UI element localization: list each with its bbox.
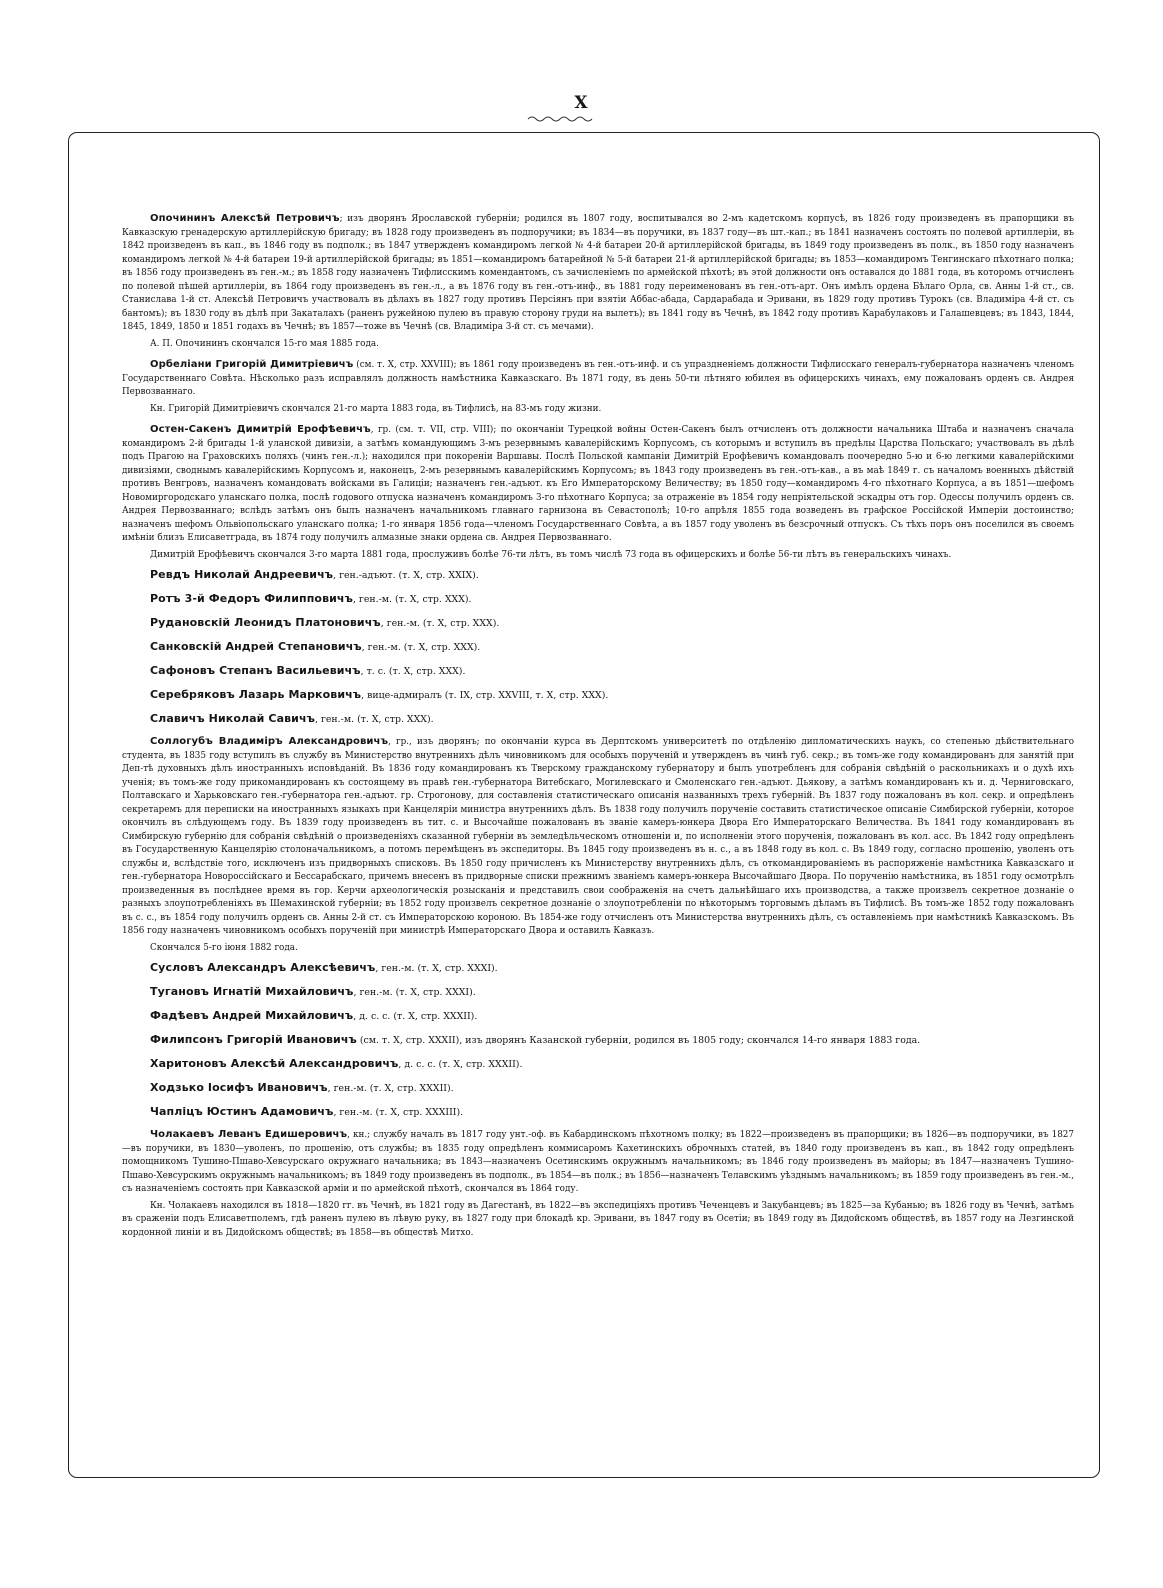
entry-text: , кн.; службу началъ въ 1817 году унт.-оф. въ Кабардинскомъ пѣхотномъ полку; въ 1822—произведенъ въ прапорщики; въ 1826—въ подпоручики, въ 1827—въ поручики, въ 1830—уволенъ, по прошенію, отъ службы; въ 1835 году опредѣленъ коммисаромъ Кахетинскихъ оброчныхъ статей, въ 1840 году произведенъ въ кап., въ 1842 году опредѣленъ помощникомъ Тушино-Пшаво-Хевсурскаго окружнаго начальника; въ 1843—назначенъ Осетинскимъ окружнымъ начальникомъ; въ 1846 году произведенъ въ майоры; въ 1847—назначенъ Тушино-Пшаво-Хевсурскимъ окружнымъ начальникомъ; въ 1849 году произведенъ въ подполк., въ 1854—въ полк.; въ 1856—назначенъ Телавскимъ уѣзднымъ начальникомъ; въ 1859 году произведенъ въ ген.-м., съ назначеніемъ состоять при Кавказской арміи и по армейской пѣхотѣ, скончался въ 1864 году. [122,1130,1075,1194]
entry-text: , ген.-адъют. (т. X, стр. XXIX). [333,570,479,581]
list-item [122,1055,1074,1073]
list-item [122,614,1074,632]
entry-text: , ген.-м. (т. X, стр. XXX). [380,618,500,629]
list-item [122,638,1074,656]
entry-text: , вице-адмиралъ (т. IX, стр. XXVIII, т. X, стр. XXX). [361,690,609,701]
page-number-ornament [526,114,596,124]
short-entry-list [122,566,1074,728]
entry-name: Сусловъ Александръ Алексѣевичъ [150,961,376,974]
entry-text: , ген.-м. (т. X, стр. XXX). [352,594,472,605]
entry-name: Остен-Сакенъ Димитрій Ерофѣевичъ [150,424,371,435]
short-entry-list [122,959,1074,1121]
entry-name: Сафоновъ Степанъ Васильевичъ [150,664,361,677]
entry-opochinin [122,212,1074,335]
list-item [122,710,1074,728]
entry-note: А. П. Опочининъ скончался 15-го мая 1885 года. [150,338,379,349]
entry-text: , д. с. с. (т. X, стр. XXXII). [398,1059,523,1070]
entry-note: Скончался 5-го іюня 1882 года. [150,942,298,953]
entry-note: Кн. Чолакаевъ находился въ 1818—1820 гг. въ Чечнѣ, въ 1821 году въ Дагестанѣ, въ 1822—въ экспедиціяхъ противъ Чеченцевъ и Закубанцевъ; въ 1825—за Кубанью; въ 1826 году въ Чечнѣ, затѣмъ въ сраженіи подъ Елисаветполемъ, гдѣ раненъ пулею въ лѣвую руку, въ 1827 году при блокадѣ кр. Эривани, въ 1847 году въ Осетіи; въ 1849 году въ Дидойскомъ обществѣ, въ 1857 году на Лезгинской кордонной линіи и въ Дидойскомъ обществѣ; въ 1858—въ обществѣ Митхо. [122,1200,1074,1238]
list-item [122,959,1074,977]
entry-text: , гр. (см. т. VII, стр. VIII); по окончаніи Турецкой войны Остен-Сакенъ былъ отчисленъ отъ должности начальника Штаба и назначенъ сначала командиромъ 2-й бригады 1-й уланской дивизіи, а затѣмъ командующимъ 3-мъ резервнымъ кавалерійскимъ Корпусомъ, съ которымъ и вступилъ въ предѣлы Царства Польскаго; участвовалъ въ дѣлѣ подъ Прагою на Граховскихъ поляхъ (чинъ ген.-л.); находился при покореніи Варшавы. Послѣ Польской кампаніи Димитрій Ерофѣевичъ командовалъ поочередно 5-ю и 6-ю легкими кавалерійскими дивизіями, своднымъ кавалерійскимъ Корпусомъ и, наконецъ, 2-мъ резервнымъ кавалерійскимъ Корпусомъ; въ 1843 году произведенъ въ ген.-отъ-кав., а въ маѣ 1849 г. съ началомъ военныхъ дѣйствій противъ Венгровъ, назначенъ командовать войсками въ Галиціи; назначенъ ген.-адъют. къ Его Императорскому Величеству; въ 1850 году—командиромъ 4-го пѣхотнаго Корпуса, а въ 1851—шефомъ Новомиргородскаго уланскаго полка, послѣ годового отпуска назначенъ командиромъ 3-го пѣхотнаго Корпуса; за отраженіе въ 1854 году непріятельской эскадры отъ гор. Одессы получилъ орденъ св. Андрея Первозваннаго; вслѣдъ затѣмъ онъ былъ назначенъ начальникомъ главнаго гарнизона въ Севастополѣ; 10-го апрѣля 1855 года возведенъ въ графское Россійской Имперіи достоинство; назначенъ шефомъ Ольвіопольскаго уланскаго полка; 1-го января 1856 года—членомъ Государственнаго Совѣта, а въ 1857 году уволенъ въ безсрочный отпускъ. Съ тѣхъ поръ онъ поселился въ своемъ имѣніи близъ Елисаветграда, въ 1874 году получилъ алмазные знаки ордена св. Андрея Первозваннаго. [122,425,1074,543]
list-item [122,662,1074,680]
entry-orbeliani [122,358,1074,400]
list-item [122,1103,1074,1121]
list-item [122,983,1074,1001]
entry-name: Ротъ 3-й Федоръ Филипповичъ [150,592,353,605]
entry-note: Кн. Григорій Димитріевичъ скончался 21-го марта 1883 года, въ Тифлисѣ, на 83-мъ году жизни. [150,403,602,414]
entry-name: Серебряковъ Лазарь Марковичъ [150,688,362,701]
entry-name: Ревдъ Николай Андреевичъ [150,568,334,581]
entry-text: , ген.-м. (т. X, стр. XXXII). [327,1083,454,1094]
entry-text: , ген.-м. (т. X, стр. XXXIII). [333,1107,464,1118]
entry-name: Харитоновъ Алексѣй Александровичъ [150,1057,399,1070]
entry-text: , ген.-м. (т. X, стр. XXXI). [353,987,476,998]
entry-name: Чапліцъ Юстинъ Адамовичъ [150,1105,334,1118]
entry-text: , д. с. с. (т. X, стр. XXXII). [353,1011,478,1022]
list-item [122,566,1074,584]
entry-name: Рудановскій Леонидъ Платоновичъ [150,616,381,629]
list-item [122,1079,1074,1097]
entry-name: Фадѣевъ Андрей Михайловичъ [150,1009,354,1022]
entry-name: Чолакаевъ Леванъ Едишеровичъ [150,1129,348,1140]
entry-name: Тугановъ Игнатій Михайловичъ [150,985,354,998]
entry-name: Славичъ Николай Савичъ [150,712,316,725]
entry-name: Орбеліани Григорій Димитріевичъ [150,359,354,370]
entry-name: Филипсонъ Григорій Ивановичъ [150,1033,357,1046]
list-item [122,590,1074,608]
entry-text: (см. т. X, стр. XXVIII); въ 1861 году произведенъ въ ген.-отъ-инф. и съ упраздненіемъ должности Тифлисскаго генералъ-губернатора назначенъ членомъ Государственнаго Совѣта. Нѣсколько разъ исправлялъ должность намѣстника Кавказскаго. Въ 1871 году, въ день 50-ти лѣтняго юбилея въ офицерскихъ чинахъ, ему пожалованъ орденъ св. Андрея Первозваннаго. [122,360,1074,397]
list-item [122,686,1074,704]
entry-text: , ген.-м. (т. X, стр. XXX). [361,642,481,653]
entry-name: Опочининъ Алексѣй Петровичъ [150,213,340,224]
page-number: X [574,93,589,113]
entry-sollogub [122,735,1074,939]
entry-text: , ген.-м. (т. X, стр. XXX). [315,714,434,725]
entry-text: ; изъ дворянъ Ярославской губерніи; родился въ 1807 году, воспитывался во 2-мъ кадетскомъ корпусѣ, въ 1826 году произведенъ въ прапорщики въ Кавказскую гренадерскую артиллерійскую бригаду; въ 1828 году произведенъ въ подпоручики; въ 1834—въ поручики, въ 1837 году—въ шт.-кап.; въ 1841 назначенъ состоять по полевой артиллеріи, въ 1842 произведенъ въ кап., въ 1846 году въ подполк.; въ 1847 утвержденъ командиромъ легкой № 4-й батареи 20-й артиллерійской бригады, въ 1849 году произведенъ въ полк., въ 1850 году назначенъ командиромъ легкой № 4-й батареи 19-й артиллерійской бригады; въ 1851—командиромъ батарейной № 5-й батареи 21-й артиллерійской бригады; въ 1853—командиромъ Тенгинскаго пѣхотнаго полка; въ 1856 году произведенъ въ ген.-м.; въ 1858 году назначенъ Тифлисскимъ комендантомъ, съ зачисленіемъ по армейской пѣхотѣ; въ этой должности онъ оставался до 1881 года, въ которомъ отчисленъ по полевой пѣшей артиллеріи, въ 1864 году произведенъ въ ген.-л., а въ 1876 году въ ген.-отъ-инф., въ 1881 году переименованъ въ ген.-отъ-арт. Онъ имѣлъ ордена Бѣлаго Орла, св. Анны 1-й ст., св. Станислава 1-й ст. Алексѣй Петровичъ участвовалъ въ дѣлахъ въ 1827 году противъ Персіянъ при взятіи Аббас-абада, Сардарабада и Эривани, въ 1829 году противъ Турокъ (св. Владиміра 4-й ст. съ бантомъ); въ 1830 году въ дѣлѣ при Закаталахъ (раненъ ружейною пулею въ правую сторону груди на вылетъ); въ 1841 году въ Чечнѣ, въ 1842 году противъ Карабулаковъ и Галашевцевъ; въ 1843, 1844, 1845, 1849, 1850 и 1851 годахъ въ Чечнѣ; въ 1857—тоже въ Чечнѣ (св. Владиміра 3-й ст. съ мечами). [122,214,1074,332]
list-item [122,1031,1074,1049]
entry-osten-saken [122,423,1074,546]
entry-note: Димитрій Ерофѣевичъ скончался 3-го марта 1881 года, прослуживъ болѣе 76-ти лѣтъ, въ томъ числѣ 73 года въ офицерскихъ и болѣе 56-ти лѣтъ въ генеральскихъ чинахъ. [150,549,952,560]
entry-name: Соллогубъ Владиміръ Александровичъ [150,736,389,747]
entry-cholokaev [122,1128,1074,1197]
list-item [122,1007,1074,1025]
entry-name: Ходзько Іосифъ Ивановичъ [150,1081,328,1094]
entry-text: (см. т. X, стр. XXXII), изъ дворянъ Казанской губерніи, родился въ 1805 году; скончался 14-го января 1883 года. [356,1035,921,1046]
entry-text: , гр., изъ дворянъ; по окончаніи курса въ Дерптскомъ университетѣ по отдѣленію дипломатическихъ наукъ, со степенью дѣйствительнаго студента, въ 1835 году вступилъ въ службу въ Министерство внутреннихъ дѣлъ чиновникомъ для особыхъ порученій и утвержденъ въ чинѣ губ. секр.; въ томъ-же году командированъ для занятій при Деп-тѣ духовныхъ дѣлъ иностранныхъ исповѣданій. Въ 1836 году командированъ къ Тверскому гражданскому губернатору и былъ употребленъ для собранія свѣдѣній о раскольникахъ и о духѣ ихъ ученія; въ томъ-же году прикомандированъ къ состоящему въ правѣ ген.-губернатора Витебскаго, Могилевскаго и Смоленскаго ген.-адъют. Дьякову, а затѣмъ командированъ къ и. д. Черниговскаго, Полтавскаго и Харьковскаго ген.-губернатора ген.-адъют. гр. Строгонову, для составленія статистическаго описанія названныхъ трехъ губерній. Въ 1837 году пожалованъ въ кол. секр. и опредѣленъ секретаремъ для переписки на иностранныхъ языкахъ при Канцеляріи министра внутреннихъ дѣлъ. Въ 1838 году получилъ порученіе составить статистическое описаніе Симбирской губерніи, которое окончилъ въ слѣдующемъ году. Въ 1839 году произведенъ въ тит. с. и Высочайше пожалованъ въ званіе камеръ-юнкера Двора Его Императорскаго Величества. Въ 1841 году командированъ въ Симбирскую губернію для собранія свѣдѣній о произведеніяхъ сказанной губерніи въ земледѣльческомъ отношеніи и, по исполненіи этого порученія, пожалованъ въ кол. асс. Въ 1842 году опредѣленъ въ Государственную Канцелярію столоначальникомъ, а потомъ перемѣщенъ въ экспедиторы. Въ 1845 году произведенъ въ н. с., а въ 1848 году въ кол. с. Въ 1849 году, согласно прошенію, уволенъ отъ службы и, вслѣдствіе того, исключенъ изъ придворныхъ списковъ. Въ 1850 году причисленъ къ Министерству внутреннихъ дѣлъ, съ откомандированіемъ въ распоряженіе намѣстника Кавказскаго и ген.-губернатора Новороссійскаго и Бессарабскаго, причемъ внесенъ въ придворные списки прежнимъ званіемъ камеръ-юнкера Высочайшаго Двора. По порученію намѣстника, въ 1851 году осмотрѣлъ произведенныя въ послѣднее время въ гор. Керчи археологическія розысканія и представилъ свои соображенія на счетъ дальнѣйшаго ихъ производства, а также произвелъ секретное дознаніе о разныхъ злоупотребленіяхъ въ Шемахинской губерніи; въ 1852 году произвелъ секретное дознаніе о злоупотребленіи по нѣкоторымъ торговымъ дѣламъ въ Тифлисѣ. Въ томъ-же 1852 году пожалованъ въ с. с., въ 1854 году получилъ орденъ св. Анны 2-й ст. съ Императорскою короною. Въ 1854-же году отчисленъ отъ Министерства внутреннихъ дѣлъ, съ оставленіемъ при намѣстникѣ Кавказскомъ. Въ 1856 году назначенъ чиновникомъ особыхъ порученій при министрѣ Императорскаго Двора и оставилъ Кавказъ. [122,737,1075,936]
page-content [122,212,1074,1244]
entry-text: , ген.-м. (т. X, стр. XXXI). [375,963,498,974]
entry-name: Санковскій Андрей Степановичъ [150,640,362,653]
entry-text: , т. с. (т. X, стр. XXX). [360,666,466,677]
